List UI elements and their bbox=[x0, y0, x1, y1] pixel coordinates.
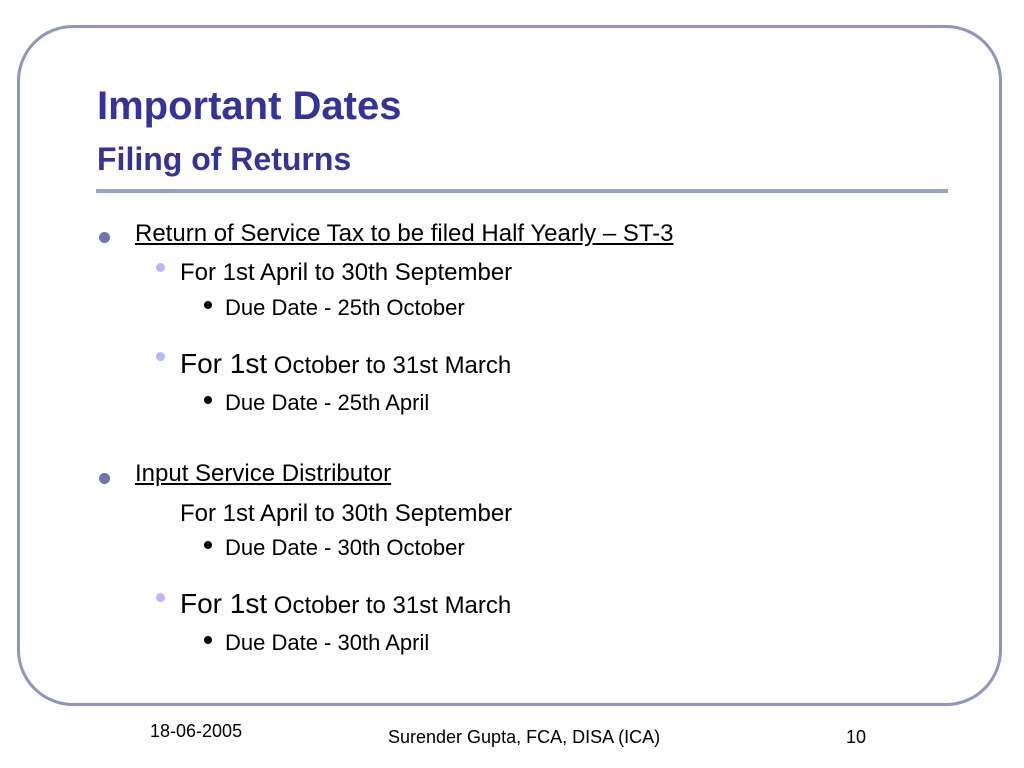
footer-page-number: 10 bbox=[846, 727, 867, 747]
due-date-item: Due Date - 25th October bbox=[225, 295, 465, 320]
bullet-icon bbox=[204, 541, 212, 549]
bullet-icon bbox=[204, 396, 212, 404]
period-lead-text: For 1st bbox=[180, 588, 268, 619]
bullet-icon bbox=[204, 636, 212, 644]
section-heading-input-service: Input Service Distributor bbox=[135, 460, 392, 487]
bullet-icon bbox=[204, 301, 212, 309]
bullet-icon bbox=[99, 232, 110, 243]
slide-subtitle: Filing of Returns bbox=[97, 141, 352, 177]
period-lead-text: For 1st bbox=[180, 348, 268, 379]
section-heading-service-tax: Return of Service Tax to be filed Half Yearly – ST-3 bbox=[135, 220, 674, 247]
period-rest-text: October to 31st March bbox=[267, 352, 512, 379]
bullet-icon bbox=[99, 473, 110, 484]
due-date-item: Due Date - 30th October bbox=[225, 535, 465, 560]
period-item: For 1st April to 30th September bbox=[180, 500, 513, 527]
due-date-item: Due Date - 30th April bbox=[225, 630, 430, 655]
bullet-icon bbox=[156, 593, 165, 602]
footer-author: Surender Gupta, FCA, DISA (ICA) bbox=[388, 727, 661, 747]
period-rest-text: October to 31st March bbox=[267, 592, 512, 619]
title-divider bbox=[96, 189, 948, 193]
slide-title: Important Dates bbox=[97, 84, 402, 128]
period-item bbox=[180, 588, 511, 620]
due-date-item: Due Date - 25th April bbox=[225, 390, 430, 415]
footer-date: 18-06-2005 bbox=[150, 721, 243, 741]
period-item bbox=[180, 348, 511, 380]
bullet-icon bbox=[156, 352, 165, 361]
bullet-icon bbox=[156, 263, 165, 272]
period-item: For 1st April to 30th September bbox=[180, 259, 513, 286]
